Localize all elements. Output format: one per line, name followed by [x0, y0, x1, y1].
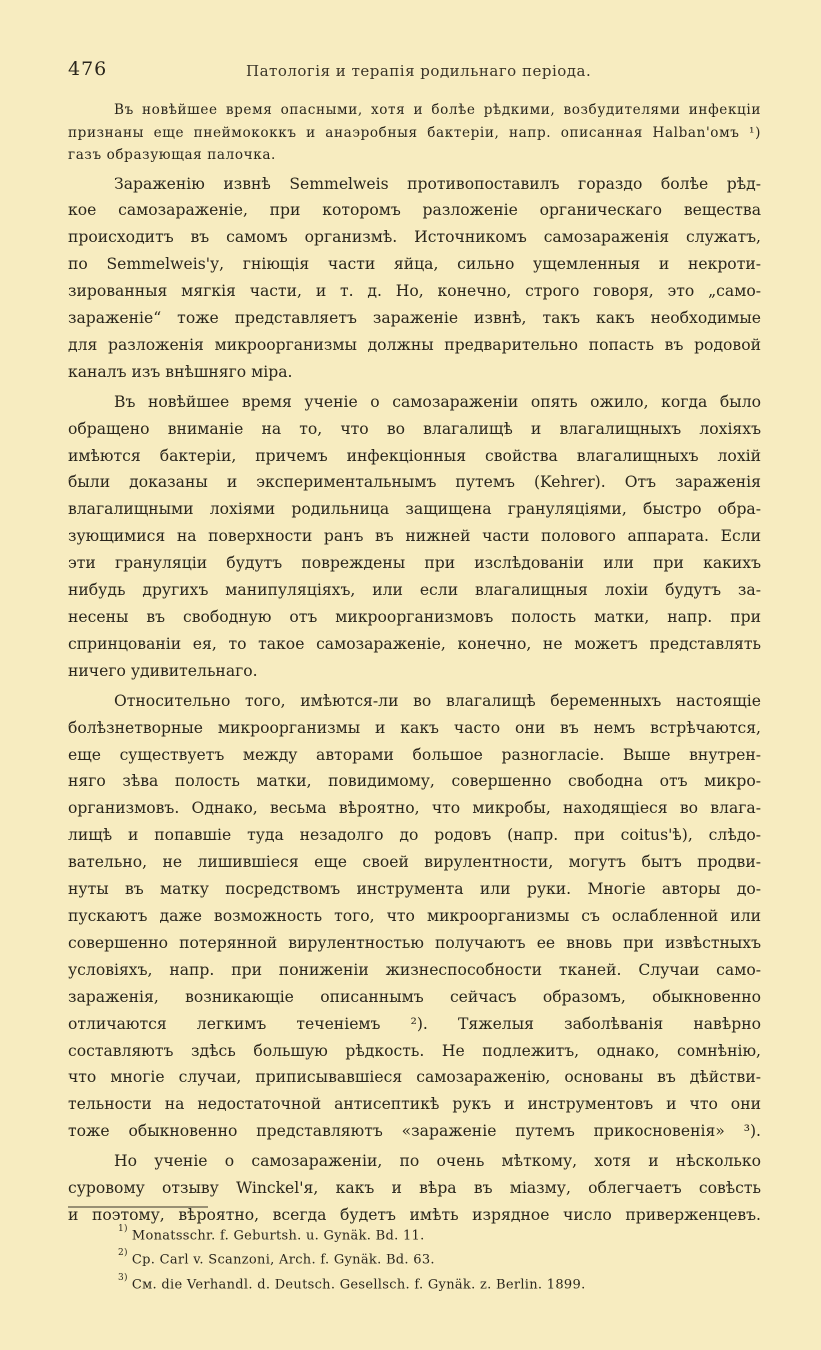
- footnote-text: Cм. die Verhandl. d. Deutsch. Gesellsch. f. Gynäk. z. Berlin. 1899.: [131, 1276, 586, 1292]
- footnote-text: Monatsschr. f. Geburtsh. u. Gynäk. Bd. 11.: [131, 1228, 425, 1244]
- text-line: совершенно потерянной вирулентностью получаютъ ее вновь при извѣстныхъ: [68, 933, 761, 952]
- text-line: организмовъ. Однако, весьма вѣроятно, что микробы, находящіеся во влага-: [68, 799, 761, 818]
- text-line: что многіе случаи, приписывавшіеся самозараженію, основаны въ дѣйстви-: [68, 1068, 761, 1087]
- footnote-1: [118, 1222, 586, 1246]
- footnote-2: [118, 1246, 586, 1270]
- text-line: признаны еще пнеймококкъ и анаэробныя бактеріи, напр. описанная Halban'омъ ¹): [68, 124, 761, 141]
- text-line: несены въ свободную отъ микроорганизмовъ полость матки, напр. при: [68, 608, 761, 626]
- text-line: по Semmelweis'у, гніющія части яйца, сильно ущемленныя и некроти-: [68, 255, 761, 274]
- paragraph-2: [68, 171, 761, 386]
- text-line: каналъ изъ внѣшняго міра.: [68, 362, 293, 381]
- footnotes: [118, 1222, 586, 1295]
- text-line: нибудь другихъ манипуляціяхъ, или если влагалищныя лохіи будутъ за-: [68, 581, 761, 600]
- text-line: обращено вниманіе на то, что во влагалищѣ и влагалищныхъ лохіяхъ: [68, 419, 761, 438]
- text-line: Зараженію извнѣ Semmelweis противопоставилъ гораздо болѣе рѣд-: [114, 174, 761, 193]
- text-line: и поэтому, вѣроятно, всегда будетъ имѣть изрядное число приверженцевъ.: [68, 1205, 761, 1224]
- text-line: зараженія, возникающіе описаннымъ сейчасъ образомъ, обыкновенно: [68, 987, 761, 1006]
- paragraph-3: [68, 389, 761, 685]
- text-line: болѣзнетворные микроорганизмы и какъ часто они въ немъ встрѣчаются,: [68, 718, 761, 737]
- paragraph-1: [68, 99, 761, 167]
- text-line: газъ образующая палочка.: [68, 147, 276, 163]
- text-line: ничего удивительнаго.: [68, 661, 258, 680]
- footnote-text: Cp. Carl v. Scanzoni, Arch. f. Gynäk. Bd. 63.: [131, 1252, 435, 1268]
- text-line: кое самозараженіе, при которомъ разложеніе органическаго вещества: [68, 201, 761, 220]
- text-line: для разложенія микроорганизмы должны предварительно попасть въ родовой: [68, 335, 761, 354]
- text-line: составляютъ здѣсь большую рѣдкость. Не подлежитъ, однако, сомнѣнію,: [68, 1041, 761, 1060]
- text-line: няго зѣва полость матки, повидимому, совершенно свободна отъ микро-: [68, 772, 761, 791]
- footnote-divider: [68, 1206, 208, 1208]
- paragraph-5: [68, 1148, 761, 1229]
- text-line: Въ новѣйшее время опасными, хотя и болѣе рѣдкими, возбудителями инфекціи: [114, 102, 761, 118]
- body-text: [68, 99, 761, 1229]
- footnote-mark: 2): [118, 1248, 128, 1259]
- text-line: имѣются бактеріи, причемъ инфекціонныя свойства влагалищныхъ лохій: [68, 446, 761, 465]
- text-line: тоже обыкновенно представляютъ «зараженіе путемъ прикосновенія» ³).: [68, 1122, 761, 1141]
- text-line: условіяхъ, напр. при пониженіи жизнеспособности тканей. Случаи само-: [68, 960, 761, 979]
- text-line: суровому отзыву Winckel'я, какъ и вѣра въ міазму, облегчаетъ совѣсть: [68, 1179, 761, 1198]
- text-line: зараженіе“ тоже представляетъ зараженіе извнѣ, такъ какъ необходимые: [68, 309, 761, 328]
- text-line: тельности на недостаточной антисептикѣ рукъ и инструментовъ и что они: [68, 1095, 761, 1114]
- text-line: отличаются легкимъ теченіемъ ²). Тяжелыя заболѣванія навѣрно: [68, 1014, 761, 1033]
- footnote-3: [118, 1271, 586, 1295]
- text-line: зующимися на поверхности ранъ въ нижней части полового аппарата. Если: [68, 527, 761, 546]
- paragraph-4: [68, 688, 761, 1145]
- text-line: нуты въ матку посредствомъ инструмента или руки. Многіе авторы до-: [68, 880, 761, 899]
- page-header: [64, 58, 751, 88]
- footnote-mark: 3): [118, 1272, 128, 1283]
- text-line: влагалищными лохіями родильница защищена грануляціями, быстро обра-: [68, 500, 761, 519]
- text-line: Но ученіе о самозараженіи, по очень мѣткому, хотя и нѣсколько: [114, 1152, 761, 1171]
- text-line: эти грануляціи будутъ повреждены при изслѣдованіи или при какихъ: [68, 554, 761, 573]
- text-line: Въ новѣйшее время ученіе о самозараженіи опять ожило, когда было: [114, 392, 761, 411]
- text-line: спринцованіи ея, то такое самозараженіе, конечно, не можетъ представлять: [68, 634, 761, 653]
- text-line: зированныя мягкія части, и т. д. Но, конечно, строго говоря, это „само-: [68, 282, 761, 301]
- footnote-mark: 1): [118, 1224, 128, 1234]
- text-line: пускаютъ даже возможность того, что микроорганизмы съ ослабленной или: [68, 906, 761, 925]
- text-line: вательно, не лишившіеся еще своей вирулентности, могутъ бытъ продви-: [68, 853, 761, 872]
- text-line: лищѣ и попавшіе туда незадолго до родовъ (напр. при coitus'ѣ), слѣдо-: [68, 826, 761, 845]
- running-title: Патологія и терапія родильнаго періода.: [246, 62, 592, 80]
- text-line: происходитъ въ самомъ организмѣ. Источникомъ самозараженія служатъ,: [68, 228, 761, 247]
- text-line: еще существуетъ между авторами большое разногласіе. Выше внутрен-: [68, 745, 761, 764]
- page-number: 476: [68, 58, 108, 80]
- text-line: Относительно того, имѣются-ли во влагалищѣ беременныхъ настоящіе: [114, 691, 761, 710]
- text-line: были доказаны и экспериментальнымъ путемъ (Kehrer). Отъ зараженія: [68, 473, 761, 492]
